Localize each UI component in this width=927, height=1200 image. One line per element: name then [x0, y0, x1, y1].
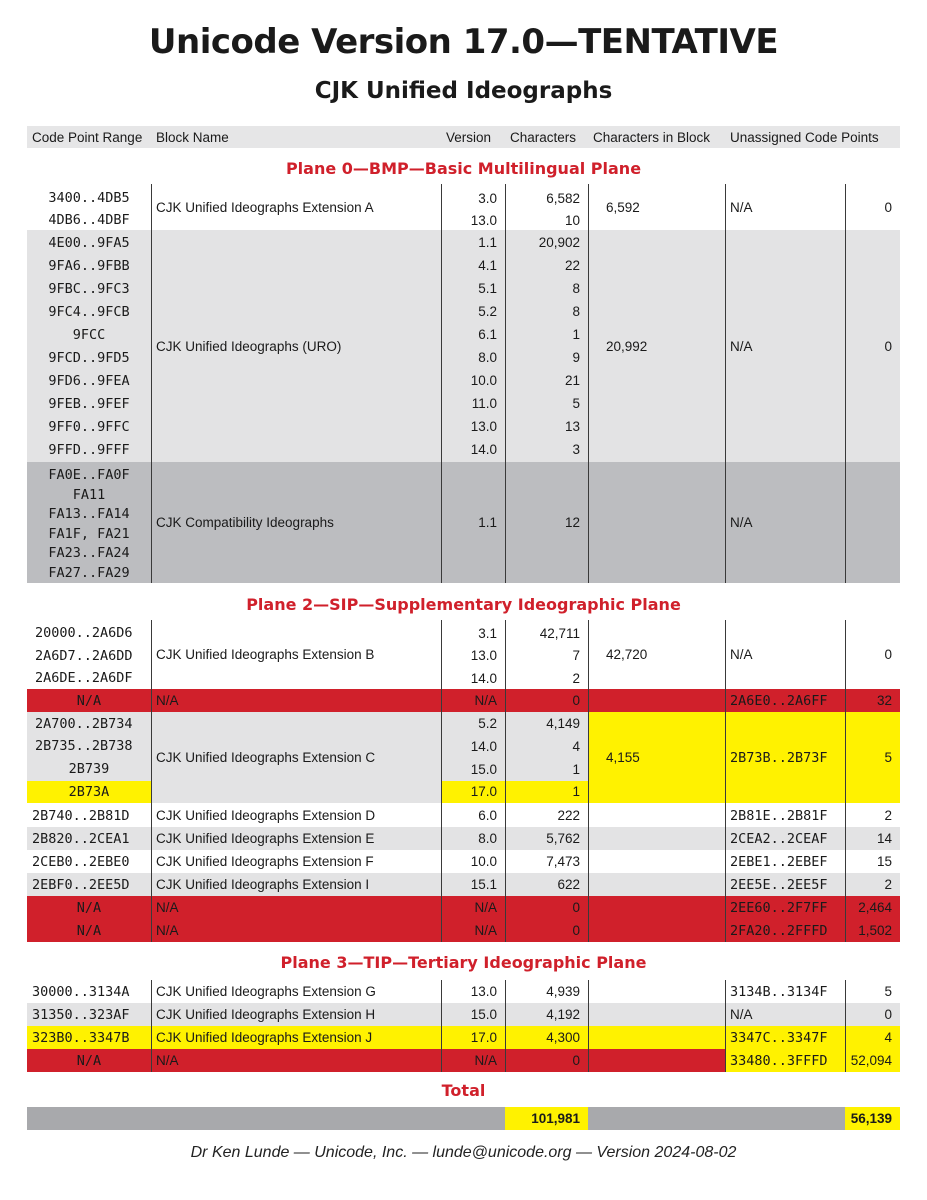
block-name-cell: CJK Unified Ideographs Extension B [156, 646, 375, 662]
footer-credit: Dr Ken Lunde — Unicode, Inc. — lunde@unicode.org — Version 2024-08-02 [190, 1144, 737, 1161]
unassigned-range-cell: N/A [730, 1007, 753, 1022]
version-cell: 4.1 [478, 258, 497, 273]
code-point-range-cell: 9FCD..9FD5 [48, 349, 130, 366]
column-divider [505, 184, 506, 583]
code-point-range-cell: 2B735..2B738 [35, 738, 133, 755]
code-point-range-cell: N/A [76, 692, 102, 709]
code-point-range-cell: 4DB6..4DBF [48, 212, 130, 228]
characters-cell: 7,473 [546, 854, 580, 869]
unassigned-range-cell: 3347C..3347F [730, 1029, 828, 1046]
column-divider [588, 184, 589, 583]
version-cell: 17.0 [470, 784, 497, 800]
unassigned-count-cell: 15 [876, 854, 892, 869]
column-divider [151, 184, 152, 583]
characters-cell: 4,149 [546, 716, 580, 731]
code-point-range-cell: 2B739 [68, 761, 110, 778]
cjk-table [27, 126, 900, 1130]
total-heading: Total [441, 1080, 486, 1100]
characters-cell: 42,711 [539, 625, 580, 641]
block-name-cell: N/A [156, 693, 179, 708]
block-name-cell: CJK Unified Ideographs Extension G [156, 984, 376, 999]
header-code-point-range: Code Point Range [27, 126, 151, 148]
code-point-range-cell: 9FBC..9FC3 [48, 280, 130, 297]
block-name-cell: CJK Unified Ideographs (URO) [156, 338, 342, 354]
code-point-range-cell: 2A700..2B734 [35, 715, 133, 732]
characters-cell: 1 [572, 784, 580, 800]
unassigned-range-cell: 2EBE1..2EBEF [730, 853, 828, 870]
characters-in-block-cell: 4,155 [606, 750, 640, 765]
characters-cell: 5,762 [546, 831, 580, 846]
characters-cell: 8 [572, 281, 580, 296]
code-point-range-cell: 2A6D7..2A6DD [35, 647, 133, 664]
unassigned-count-cell: 32 [876, 693, 892, 708]
block-name-cell: N/A [156, 923, 179, 938]
characters-cell: 0 [572, 923, 580, 938]
code-point-range-cell: N/A [76, 922, 102, 939]
version-cell: 11.0 [471, 396, 497, 411]
column-divider [441, 980, 442, 1072]
code-point-range-cell: 9FEB..9FEF [48, 395, 130, 412]
unassigned-range-cell: 2EE60..2F7FF [730, 899, 828, 916]
unassigned-count-cell: 1,502 [858, 923, 892, 938]
characters-cell: 21 [564, 373, 580, 388]
block-name-cell: CJK Unified Ideographs Extension A [156, 199, 374, 215]
code-point-range-cell: FA23..FA24 [48, 545, 130, 562]
column-divider [151, 620, 152, 942]
code-point-range-cell: 9FC4..9FCB [48, 303, 130, 320]
unassigned-range-cell: N/A [730, 338, 753, 354]
block-name-cell: N/A [156, 900, 179, 915]
block-name-cell: CJK Unified Ideographs Extension E [156, 831, 375, 846]
code-point-range-cell: FA11 [72, 486, 106, 503]
code-point-range-cell: FA0E..FA0F [48, 467, 130, 483]
code-point-range-cell: 3400..4DB5 [48, 190, 130, 206]
code-point-range-cell: 9FCC [72, 326, 106, 343]
version-cell: 15.1 [470, 877, 497, 892]
code-point-range-cell: FA27..FA29 [48, 565, 130, 581]
code-point-range-cell: 9FFD..9FFF [48, 441, 130, 458]
version-cell: 3.0 [478, 190, 497, 206]
unassigned-count-cell: 5 [884, 750, 892, 765]
column-divider [588, 620, 589, 942]
version-cell: 1.1 [478, 515, 497, 530]
unassigned-count-cell: 4 [884, 1030, 892, 1045]
characters-cell: 0 [572, 900, 580, 915]
unassigned-count-cell: 14 [876, 831, 892, 846]
unassigned-count-cell: 2 [884, 877, 892, 892]
block-name-cell: N/A [156, 1053, 179, 1068]
block-name-cell: CJK Compatibility Ideographs [156, 515, 334, 530]
unassigned-count-cell: 5 [884, 984, 892, 999]
code-point-range-cell: 4E00..9FA5 [48, 234, 130, 251]
unassigned-range-cell: N/A [730, 199, 753, 215]
version-cell: N/A [474, 693, 497, 708]
block-name-cell: CJK Unified Ideographs Extension C [156, 750, 376, 765]
version-cell: 3.1 [478, 625, 497, 641]
version-cell: 17.0 [470, 1030, 497, 1045]
header-unassigned: Unassigned Code Points [725, 126, 900, 148]
characters-cell: 4,192 [546, 1007, 580, 1022]
total-characters-value: 101,981 [505, 1107, 588, 1130]
column-divider [588, 980, 589, 1072]
block-name-cell: CJK Unified Ideographs Extension I [156, 877, 370, 892]
version-cell: 14.0 [470, 670, 497, 686]
code-point-range-cell: 2B73A [68, 783, 110, 800]
characters-cell: 9 [572, 350, 580, 365]
unassigned-count-cell: 0 [884, 646, 892, 662]
column-divider [725, 980, 726, 1072]
unassigned-range-cell: 2B73B..2B73F [730, 749, 828, 766]
version-cell: 8.0 [478, 350, 497, 365]
characters-cell: 12 [564, 515, 580, 530]
version-cell: 13.0 [470, 648, 497, 663]
unassigned-count-cell: 0 [884, 338, 892, 354]
unassigned-range-cell: 2CEA2..2CEAF [730, 830, 828, 847]
unassigned-range-cell: 33480..3FFFD [730, 1052, 828, 1069]
characters-cell: 0 [572, 693, 580, 708]
page-title: Unicode Version 17.0—TENTATIVE [148, 22, 779, 62]
code-point-range-cell: 2B740..2B81D [32, 807, 130, 824]
version-cell: 5.1 [478, 281, 497, 296]
column-divider [725, 184, 726, 583]
unassigned-count-cell: 0 [884, 199, 892, 215]
characters-cell: 8 [572, 304, 580, 319]
version-cell: 10.0 [470, 854, 497, 869]
block-name-cell: CJK Unified Ideographs Extension J [156, 1030, 373, 1045]
plane-0-heading: Plane 0—BMP—Basic Multilingual Plane [285, 158, 642, 178]
version-cell: 5.2 [478, 304, 497, 319]
version-cell: 13.0 [470, 419, 497, 434]
unassigned-count-cell: 52,094 [850, 1053, 892, 1068]
unassigned-count-cell: 0 [884, 1007, 892, 1022]
unassigned-count-cell: 2,464 [858, 900, 892, 915]
code-point-range-cell: 20000..2A6D6 [35, 625, 133, 641]
column-divider [725, 620, 726, 942]
characters-in-block-cell: 6,592 [606, 199, 640, 215]
characters-cell: 20,902 [538, 235, 580, 250]
version-cell: 8.0 [478, 831, 497, 846]
code-point-range-cell: 9FD6..9FEA [48, 372, 130, 389]
version-cell: N/A [474, 923, 497, 938]
characters-cell: 222 [557, 808, 580, 823]
version-cell: 13.0 [470, 212, 497, 228]
unassigned-range-cell: N/A [730, 646, 753, 662]
code-point-range-cell: FA13..FA14 [48, 506, 130, 523]
code-point-range-cell: 2EBF0..2EE5D [32, 876, 130, 893]
characters-cell: 1 [572, 761, 580, 777]
code-point-range-cell: N/A [76, 1052, 102, 1069]
code-point-range-cell: 9FF0..9FFC [48, 418, 130, 435]
version-cell: 13.0 [470, 984, 497, 999]
header-version: Version [441, 126, 505, 148]
unassigned-range-cell: 2FA20..2FFFD [730, 922, 828, 939]
characters-cell: 22 [564, 258, 580, 273]
code-point-range-cell: 9FA6..9FBB [48, 257, 130, 274]
code-point-range-cell: N/A [76, 899, 102, 916]
version-cell: 10.0 [470, 373, 497, 388]
characters-cell: 1 [572, 327, 580, 342]
unassigned-range-cell: 2A6E0..2A6FF [730, 692, 828, 709]
characters-in-block-cell: 20,992 [606, 338, 648, 354]
code-point-range-cell: 2CEB0..2EBE0 [32, 853, 130, 870]
unassigned-range-cell: 3134B..3134F [730, 983, 828, 1000]
version-cell: 14.0 [470, 738, 497, 754]
column-divider [441, 184, 442, 583]
code-point-range-cell: 2B820..2CEA1 [32, 830, 130, 847]
characters-cell: 3 [572, 442, 580, 457]
version-cell: 6.1 [478, 327, 497, 342]
total-row [27, 1107, 900, 1130]
code-point-range-cell: 2A6DE..2A6DF [35, 670, 133, 686]
characters-in-block-cell: 42,720 [606, 646, 648, 662]
column-divider [505, 980, 506, 1072]
unassigned-count-cell: 2 [884, 808, 892, 823]
column-divider [151, 980, 152, 1072]
total-unassigned-value: 56,139 [845, 1107, 900, 1130]
header-characters-in-block: Characters in Block [588, 126, 725, 148]
characters-cell: 2 [572, 670, 580, 686]
code-point-range-cell: 31350..323AF [32, 1006, 130, 1023]
plane-3-heading: Plane 3—TIP—Tertiary Ideographic Plane [280, 952, 647, 972]
version-cell: 14.0 [470, 442, 497, 457]
block-name-cell: CJK Unified Ideographs Extension D [156, 808, 376, 823]
plane-2-heading: Plane 2—SIP—Supplementary Ideographic Plane [246, 594, 681, 614]
column-divider [505, 620, 506, 942]
version-cell: N/A [474, 1053, 497, 1068]
unassigned-range-cell: 2EE5E..2EE5F [730, 876, 828, 893]
code-point-range-cell: FA1F, FA21 [48, 525, 130, 542]
code-point-range-cell: 323B0..3347B [32, 1029, 130, 1046]
code-point-range-cell: 30000..3134A [32, 983, 130, 1000]
version-cell: 5.2 [478, 716, 497, 731]
characters-cell: 5 [572, 396, 580, 411]
version-cell: N/A [474, 900, 497, 915]
characters-cell: 0 [572, 1053, 580, 1068]
version-cell: 6.0 [478, 808, 497, 823]
version-cell: 15.0 [470, 1007, 497, 1022]
header-block-name: Block Name [151, 126, 441, 148]
column-divider [845, 980, 846, 1072]
unassigned-range-cell: 2B81E..2B81F [730, 807, 828, 824]
unassigned-range-cell: N/A [730, 515, 753, 530]
characters-cell: 622 [557, 877, 580, 892]
version-cell: 15.0 [470, 761, 497, 777]
characters-cell: 6,582 [546, 190, 580, 206]
characters-cell: 13 [564, 419, 580, 434]
block-name-cell: CJK Unified Ideographs Extension H [156, 1007, 376, 1022]
characters-cell: 4,939 [546, 984, 580, 999]
header-characters: Characters [505, 126, 588, 148]
version-cell: 1.1 [478, 235, 497, 250]
characters-cell: 7 [572, 648, 580, 663]
characters-cell: 10 [564, 212, 580, 228]
block-name-cell: CJK Unified Ideographs Extension F [156, 854, 374, 869]
column-divider [845, 620, 846, 942]
page-subtitle: CJK Unified Ideographs [314, 78, 613, 104]
characters-cell: 4 [572, 738, 580, 754]
characters-cell: 4,300 [546, 1030, 580, 1045]
column-divider [845, 184, 846, 583]
column-divider [441, 620, 442, 942]
